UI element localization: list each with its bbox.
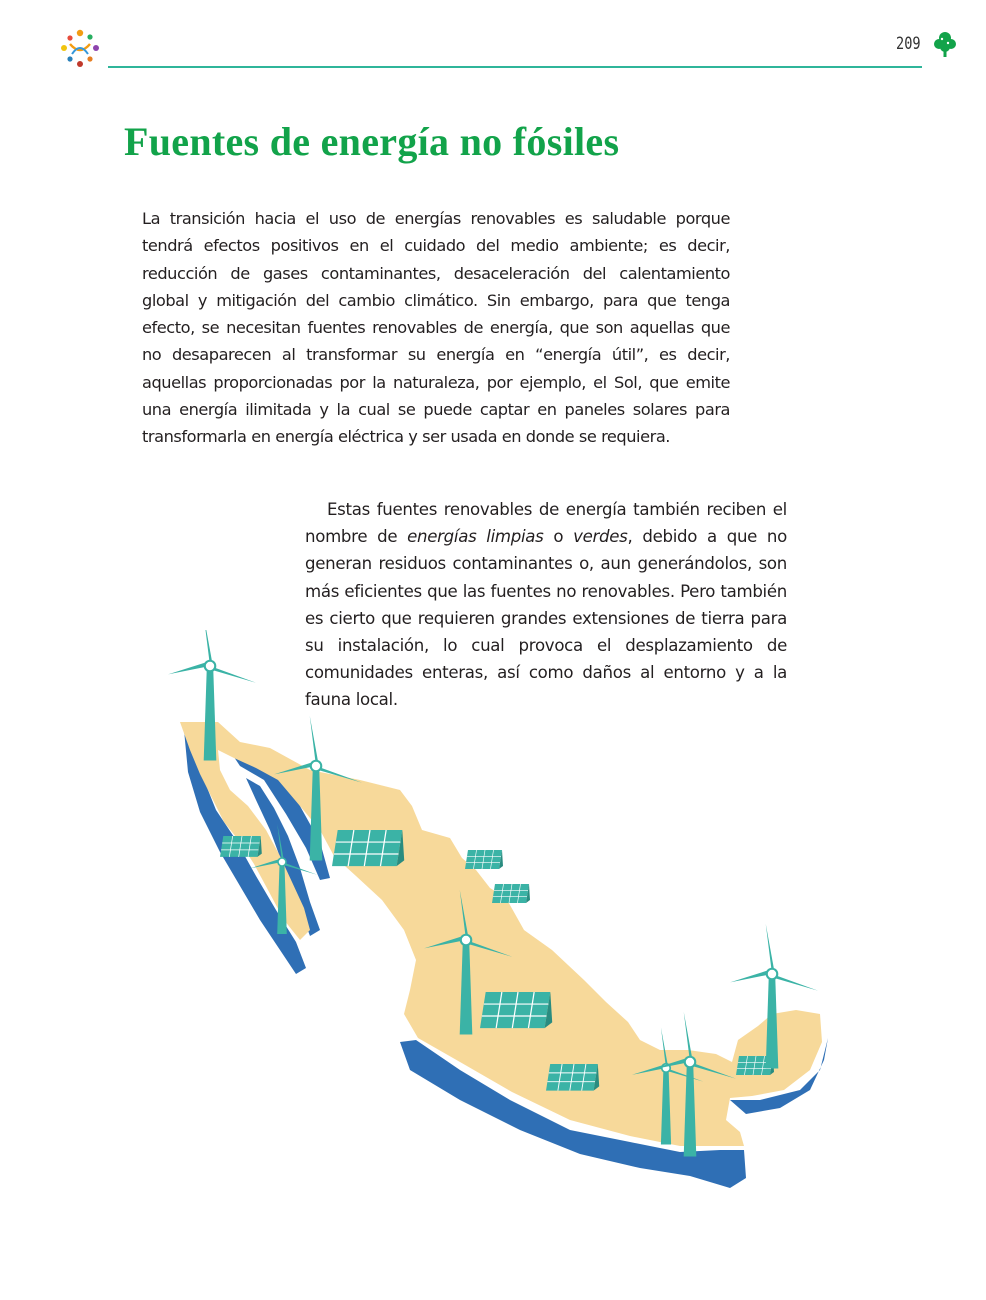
para2-text-1: Estas fuentes renovables de energía también reciben el nombre de	[305, 500, 787, 547]
mexico-map-wind-solar-illustration	[160, 630, 840, 1200]
para2-emphasis-1: energías limpias	[407, 527, 544, 547]
green-tree-icon	[934, 30, 956, 58]
header-rule	[108, 66, 922, 68]
page-number: 209	[896, 34, 921, 54]
intro-paragraph: La transición hacia el uso de energías renovables es saludable porque tendrá efectos positivos en el cuidado del medio ambiente; es decir, reducción de gases contaminantes, desaceleración del calentamiento global y mitigación del cambio climático. Sin embargo, para que tenga efecto, se necesitan fuentes renovables de energía, que son aquellas que no desaparecen al transformar su energía en “energía útil”, es decir, aquellas proporcionadas por la naturaleza, por ejemplo, el Sol, que emite una energía ilimitada y la cual se puede captar en paneles solares para transformarla en energía eléctrica y ser usada en donde se requiera.	[142, 209, 730, 447]
para2-text-2: o	[543, 527, 574, 547]
para2-emphasis-2: verdes	[573, 527, 628, 547]
page-title: Fuentes de energía no fósiles	[124, 119, 620, 164]
para2-text-3: , debido a que no generan residuos contaminantes o, aun generándolos, son más eficientes que las fuentes no renovables. Pero también es cierto que requieren grandes extensiones de tierra para su instalación, lo cual provoca el desplazamiento de comunidades enteras, así como daños al entorno y a la fauna local.	[305, 527, 787, 710]
colorful-dots-logo-icon	[58, 28, 102, 68]
